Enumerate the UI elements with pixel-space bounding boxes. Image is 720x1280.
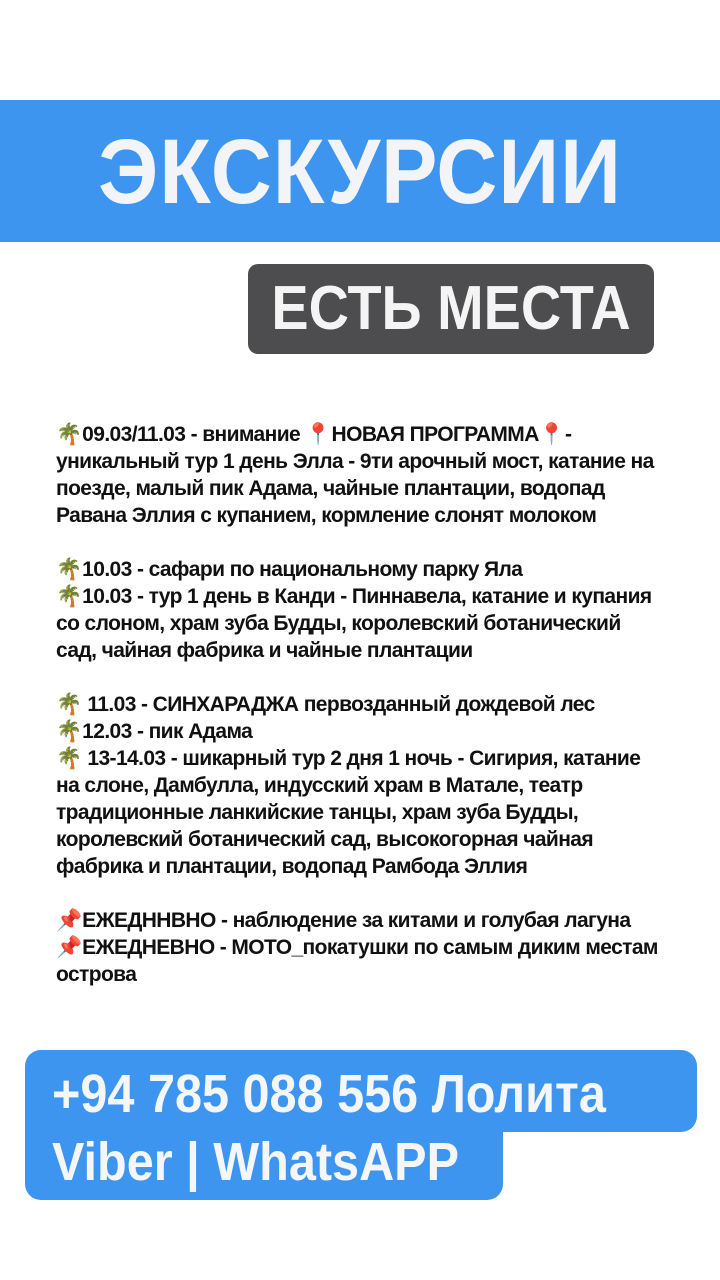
excursion-list xyxy=(56,421,696,988)
item-text: традиционные ланкийские танцы, храм зуба Будды, xyxy=(56,801,579,824)
item-text: 10.03 - сафари по национальному парку Яла xyxy=(82,558,523,581)
pin-icon: 📍 xyxy=(538,423,565,446)
availability-badge-label: ЕСТЬ МЕСТА xyxy=(271,274,631,343)
item-text: ЕЖЕДНЕВНО - МОТО_покатушки по самым диким местам xyxy=(82,936,658,959)
item-text: 13-14.03 - шикарный тур 2 дня 1 ночь - Сигирия, катание xyxy=(82,747,641,770)
item-text: сад, чайная фабрика и чайные плантации xyxy=(56,639,473,662)
list-item xyxy=(56,583,696,610)
item-text: на слоне, Дамбулла, индусский храм в Матале, театр xyxy=(56,774,583,797)
item-text: 12.03 - пик Адама xyxy=(82,720,253,743)
phone-number[interactable]: +94 785 088 556 Лолита xyxy=(52,1064,606,1124)
list-item xyxy=(56,745,696,772)
spacer xyxy=(56,664,696,691)
palm-icon: 🌴 xyxy=(56,747,83,770)
pin-icon: 📍 xyxy=(305,423,332,446)
item-text: фабрика и плантации, водопад Рамбода Эллия xyxy=(56,855,528,878)
pushpin-icon: 📌 xyxy=(56,936,83,959)
item-text: поезде, малый пик Адама, чайные плантации, водопад xyxy=(56,477,605,500)
list-item xyxy=(56,556,696,583)
item-text: НОВАЯ ПРОГРАММА xyxy=(331,423,539,446)
item-text: со слоном, храм зуба Будды, королевский ботанический xyxy=(56,612,621,635)
palm-icon: 🌴 xyxy=(56,558,83,581)
contact-block xyxy=(52,1060,646,1196)
list-item xyxy=(56,718,696,745)
item-text: 09.03/11.03 - внимание xyxy=(82,423,306,446)
item-text: острова xyxy=(56,963,137,986)
palm-icon: 🌴 xyxy=(56,720,83,743)
spacer xyxy=(56,529,696,556)
item-text: уникальный тур 1 день Элла - 9ти арочный мост, катание на xyxy=(56,450,654,473)
item-text: Равана Эллия с купанием, кормление слонят молоком xyxy=(56,504,597,527)
spacer xyxy=(56,880,696,907)
pushpin-icon: 📌 xyxy=(56,909,83,932)
item-text: 10.03 - тур 1 день в Канди - Пиннавела, катание и купания xyxy=(82,585,652,608)
list-item xyxy=(56,691,696,718)
item-text: ЕЖЕДННВНО - наблюдение за китами и голубая лагуна xyxy=(82,909,631,932)
palm-icon: 🌴 xyxy=(56,423,83,446)
item-text: - xyxy=(564,423,572,446)
item-text: 11.03 - СИНХАРАДЖА первозданный дождевой лес xyxy=(82,693,595,716)
palm-icon: 🌴 xyxy=(56,693,83,716)
messenger-list: Viber | WhatsAPP xyxy=(52,1132,460,1192)
list-item xyxy=(56,934,696,961)
item-text: королевский ботанический сад, высокогорная чайная xyxy=(56,828,594,851)
list-item xyxy=(56,421,696,448)
palm-icon: 🌴 xyxy=(56,585,83,608)
list-item xyxy=(56,907,696,934)
page-title: ЭКСКУРСИИ xyxy=(98,121,622,223)
